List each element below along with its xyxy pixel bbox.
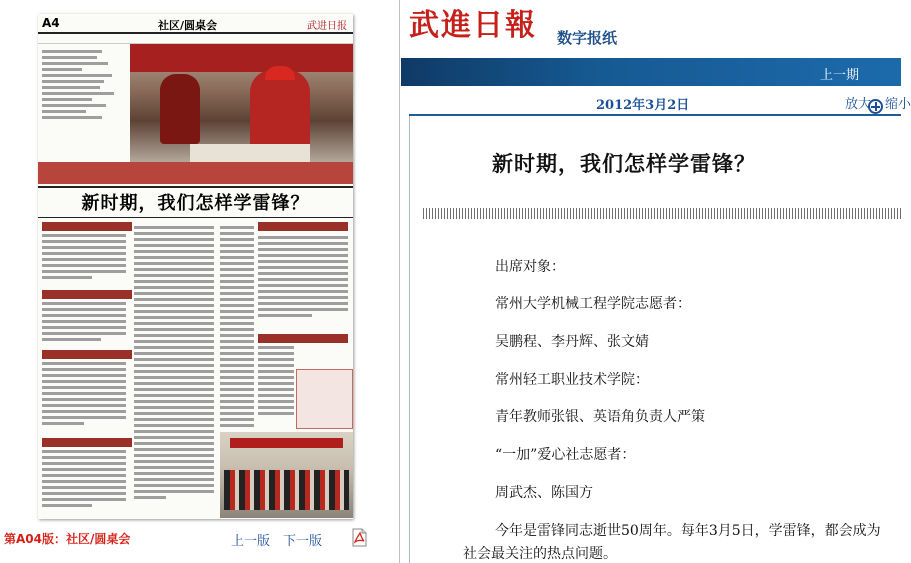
article-paragraph: 出席对象：: [495, 259, 565, 275]
header-divider: [409, 114, 901, 116]
page-number: A4: [42, 16, 60, 30]
site-logo-text: 武進日報: [409, 8, 537, 43]
text-column: [42, 302, 126, 344]
text-column: [42, 450, 126, 510]
group-photo: [220, 432, 353, 518]
text-column: [258, 236, 348, 320]
article-paragraph: “一加”爱心社志愿者：: [495, 447, 636, 463]
page-header-strip: [38, 14, 353, 34]
text-column: [220, 226, 254, 430]
newspaper-page-panel: [0, 0, 400, 563]
next-page-link[interactable]: 下一版: [283, 534, 323, 549]
article-paragraph: 周武杰、陈国方: [495, 485, 593, 501]
photo-caption-strip: [38, 162, 353, 184]
page-headline: 新时期，我们怎样学雷锋？: [38, 186, 353, 218]
article-paragraph: 今年是雷锋同志逝世50周年。每年3月5日，学雷锋，都会成为: [495, 523, 881, 539]
subhead-bar: [258, 222, 348, 231]
zoom-plus-icon[interactable]: [868, 99, 883, 114]
issue-date: 2012年3月2日: [596, 98, 690, 113]
article-paragraph: 青年教师张银、英语角负责人严策: [495, 409, 705, 425]
nav-bar: [401, 58, 901, 86]
newspaper-page-image[interactable]: [38, 14, 353, 519]
content-left-border: [409, 116, 410, 563]
page-subheader-line: [38, 35, 353, 44]
subhead-bar: [42, 222, 132, 231]
text-column: [134, 226, 214, 502]
zoom-small-link[interactable]: 缩小: [885, 97, 911, 112]
subhead-bar: [42, 290, 132, 299]
article-paragraph: 常州大学机械工程学院志愿者：: [495, 296, 691, 312]
article-title: 新时期，我们怎样学雷锋？: [492, 151, 756, 176]
article-paragraph: 常州轻工职业技术学院：: [495, 372, 649, 388]
text-column: [258, 346, 294, 418]
lead-text-column: [38, 44, 130, 172]
zoom-large-link[interactable]: 放大: [845, 97, 872, 112]
text-column: [42, 362, 126, 428]
text-column: [42, 234, 126, 282]
site-subtitle: 数字报纸: [557, 29, 618, 47]
subhead-bar: [42, 350, 132, 359]
page-edition-label: 第A04版：社区/圆桌会: [4, 532, 131, 546]
article-paragraph: 社会最关注的热点问题。: [463, 546, 617, 562]
prev-page-link[interactable]: 上一版: [231, 534, 271, 549]
page-masthead-logo: 武进日报: [307, 21, 347, 32]
article-panel: [401, 0, 911, 563]
site-logo[interactable]: [409, 8, 549, 44]
volunteer-photo: [130, 44, 353, 172]
sidebar-quote-box: [296, 369, 353, 429]
subhead-bar: [258, 334, 348, 343]
title-hatch-divider: [423, 208, 901, 219]
page-section-title: 社区/圆桌会: [158, 19, 218, 32]
pdf-icon[interactable]: [351, 529, 367, 546]
subhead-bar: [42, 438, 132, 447]
prev-issue-link[interactable]: 上一期: [820, 68, 860, 83]
article-paragraph: 吴鹏程、李丹辉、张文婧: [495, 334, 649, 350]
